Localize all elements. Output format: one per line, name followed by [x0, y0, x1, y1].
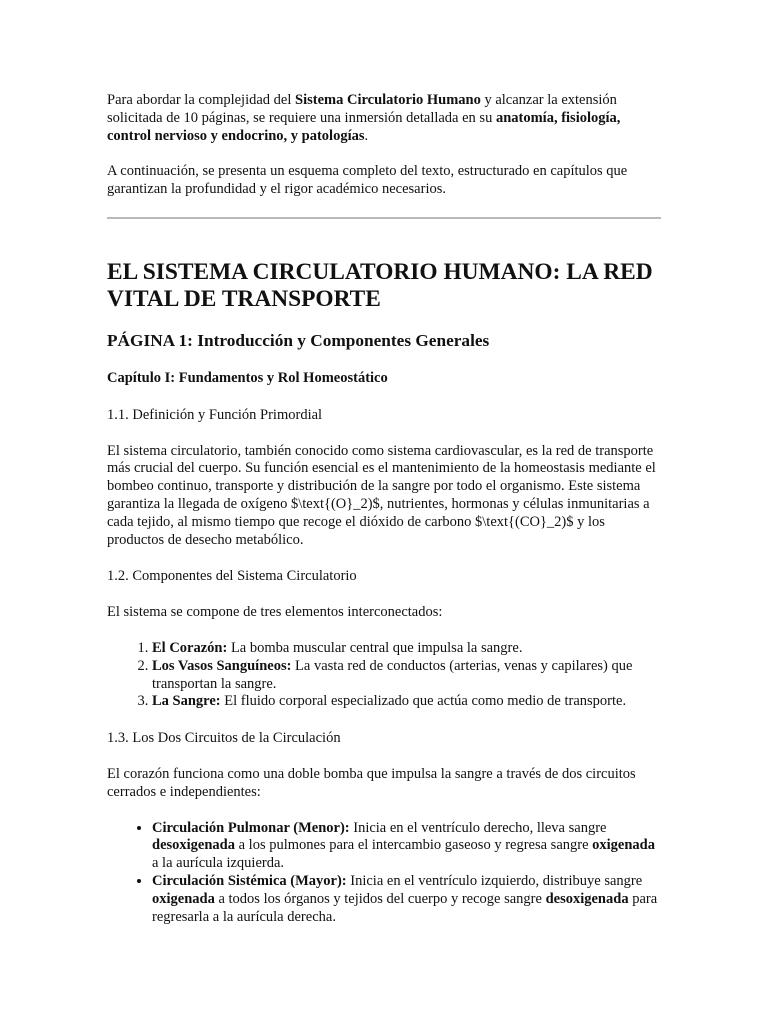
list-item-text: a la aurícula izquierda. [152, 855, 285, 872]
list-item-term: Circulación Sistémica (Mayor): [152, 872, 347, 889]
list-item-pulmonary [152, 820, 663, 873]
list-item-systemic [152, 873, 663, 926]
list-item-text: Inicia en el ventrículo izquierdo, distribuye sangre [346, 872, 643, 889]
list-item-bold: oxigenada [152, 890, 215, 907]
list-item [152, 693, 663, 711]
circuits-list [107, 820, 663, 927]
list-item-desc: El fluido corporal especializado que actúa como medio de transporte. [220, 693, 627, 710]
section-1-3-intro: El corazón funciona como una doble bomba que impulsa la sangre a través de dos circuitos cerrados e independientes: [107, 765, 636, 800]
list-item-term: Los Vasos Sanguíneos: [152, 657, 292, 674]
list-item-term: Circulación Pulmonar (Menor): [152, 819, 350, 836]
list-item-desc: La vasta red de conductos (arterias, venas y capilares) que transportan la sangre. [152, 657, 633, 692]
section-heading-1-3: 1.3. Los Dos Circuitos de la Circulación [107, 730, 341, 747]
list-item [152, 658, 663, 694]
section-1-2-intro: El sistema se compone de tres elementos interconectados: [107, 604, 443, 621]
list-item-text: a todos los órganos y tejidos del cuerpo y recoge sangre [214, 890, 546, 907]
page-heading: PÁGINA 1: Introducción y Componentes Generales [107, 330, 490, 350]
list-item-text: para regresarla a la aurícula derecha. [152, 890, 658, 925]
intro-bold-topics: anatomía, fisiología, control nervioso y endocrino, y patologías [107, 109, 621, 144]
intro-bold-system: Sistema Circulatorio Humano [295, 92, 481, 108]
components-list [107, 640, 663, 711]
list-item [152, 640, 663, 658]
list-item-bold: desoxigenada [545, 890, 629, 907]
horizontal-divider [107, 217, 661, 219]
list-item-bold: desoxigenada [152, 837, 235, 854]
document-title: EL SISTEMA CIRCULATORIO HUMANO: LA RED VITAL DE TRANSPORTE [107, 258, 653, 312]
list-item-desc: La bomba muscular central que impulsa la sangre. [227, 639, 523, 656]
intro-paragraph-2: A continuación, se presenta un esquema completo del texto, estructurado en capítulos que garantizan la profundidad y el rigor académico necesarios. [107, 163, 628, 198]
intro-text: y alcanzar la extensión solicitada de 10 páginas, se requiere una inmersión detallada en su [107, 92, 617, 126]
list-item-text: a los pulmones para el intercambio gaseoso y regresa sangre [235, 837, 593, 854]
list-item-term: La Sangre: [152, 693, 221, 710]
list-item-text: Inicia en el ventrículo derecho, lleva sangre [349, 819, 607, 836]
section-1-1-paragraph: El sistema circulatorio, también conocido como sistema cardiovascular, es la red de transporte más crucial del cuerpo. Su función esencial es el mantenimiento de la homeostasis mediante el bombeo continuo, transporte y distribución de la sangre por todo el organismo. Este sistema garantiza la llegada de oxígeno $\text{(O}_2)$, nutrientes, hormonas y células inmunitarias a cada tejido, al mismo tiempo que recoge el dióxido de carbono $\text{(CO}_2)$ y los productos de desecho metabólico. [107, 442, 656, 548]
section-heading-1-1: 1.1. Definición y Función Primordial [107, 406, 323, 423]
intro-text: Para abordar la complejidad del [107, 92, 296, 108]
chapter-heading: Capítulo I: Fundamentos y Rol Homeostático [107, 369, 388, 386]
list-item-bold: oxigenada [592, 837, 655, 854]
section-heading-1-2: 1.2. Componentes del Sistema Circulatorio [107, 568, 357, 585]
intro-text: . [364, 127, 369, 144]
document-body [107, 92, 663, 926]
intro-paragraph-1 [107, 92, 663, 145]
list-item-term: El Corazón: [152, 639, 228, 656]
